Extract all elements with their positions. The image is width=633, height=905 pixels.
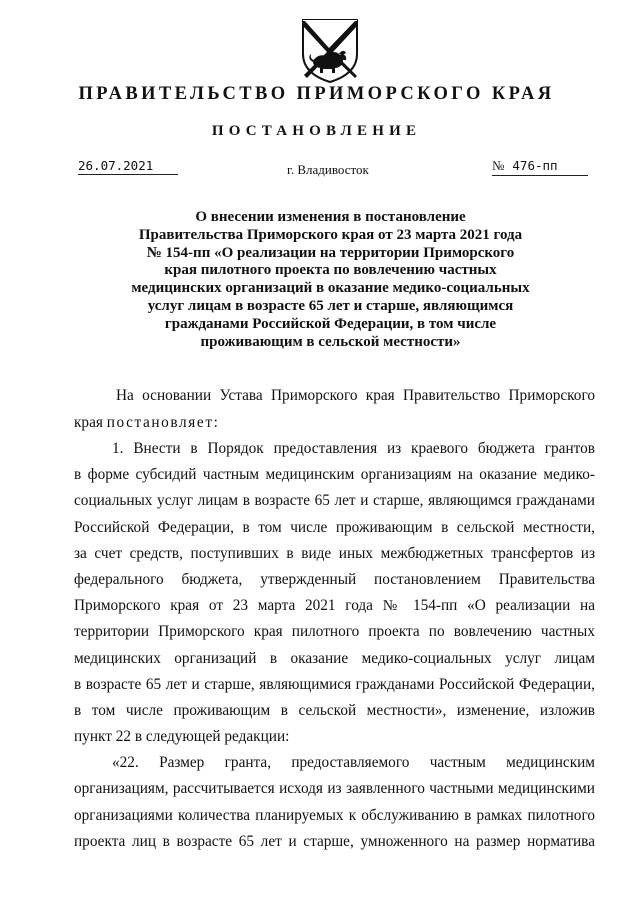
basis-line: На основании Устава Приморского края Правительство Приморского (116, 387, 595, 404)
basis-prefix: края (74, 414, 107, 431)
item1-line: медицинских организаций в оказание медико-социальных услуг лицам (74, 649, 595, 667)
item22-line: организациями количества планируемых к обслуживанию в рамках пилотного (74, 806, 595, 824)
document-type: ПОСТАНОВЛЕНИЕ (211, 123, 422, 139)
item1-line: 1. Внести в Порядок предоставления из краевого бюджета грантов (112, 440, 595, 457)
heading-line: услуг лицам в возрасте 65 лет и старше, являющимся (147, 297, 514, 314)
item1-line: федерального бюджета, утвержденный постановлением Правительства (74, 570, 595, 588)
heading-line: Правительства Приморского края от 23 марта 2021 года (138, 226, 523, 243)
document-heading (115, 209, 546, 351)
document-city: г. Владивосток (287, 162, 369, 177)
government-title: ПРАВИТЕЛЬСТВО ПРИМОРСКОГО КРАЯ (78, 84, 555, 104)
heading-line: № 154-пп «О реализации на территории Приморского (146, 244, 515, 261)
item22-line: «22. Размер гранта, предоставляемого частным медицинским (112, 754, 595, 772)
item22-line: организациям, рассчитывается исходя из заявленного частными медицинскими (74, 780, 595, 798)
basis-line (74, 409, 595, 436)
heading-line: О внесении изменения в постановление (195, 209, 466, 225)
item1-line: пункт 22 в следующей редакции: (74, 728, 290, 746)
item1-line: Приморского края от 23 марта 2021 года № 154-пп «О реализации на (74, 597, 595, 615)
number-value: 476-пп (512, 158, 558, 173)
document-date: 26.07.2021 (78, 158, 178, 175)
heading-line: проживающим в сельской местности» (200, 333, 461, 350)
document-body (74, 382, 595, 855)
coat-of-arms-emblem (299, 18, 361, 84)
item1-line: в том числе проживающим в сельской местности», изменение, изложив (74, 701, 595, 719)
heading-line: гражданами Российской Федерации, в том числе (164, 315, 497, 332)
item1-line: за счет средств, поступивших в виде иных межбюджетных трансфертов из (74, 544, 595, 562)
item22-line: проекта лиц в возрасте 65 лет и старше, умноженного на размер норматива (74, 832, 595, 850)
item1-line: территории Приморского края пилотного проекта по вовлечению частных (74, 623, 595, 641)
heading-line: края пилотного проекта по вовлечению частных (164, 262, 497, 279)
item1-line: Российской Федерации, в том числе проживающим в сельской местности, (74, 518, 595, 536)
item1-line: в возрасте 65 лет и старше, являющимися гражданами Российской Федерации, (74, 675, 595, 693)
document-number (492, 158, 588, 176)
item1-line: в форме субсидий частным медицинским организациям на оказание медико- (74, 466, 595, 484)
number-sign: № (492, 158, 505, 173)
item1-line: социальных услуг лицам в возрасте 65 лет и старше, являющимся гражданами (74, 492, 595, 510)
heading-line: медицинских организаций в оказание медико-социальных (131, 280, 530, 297)
resolves-word: постановляет: (106, 414, 220, 431)
